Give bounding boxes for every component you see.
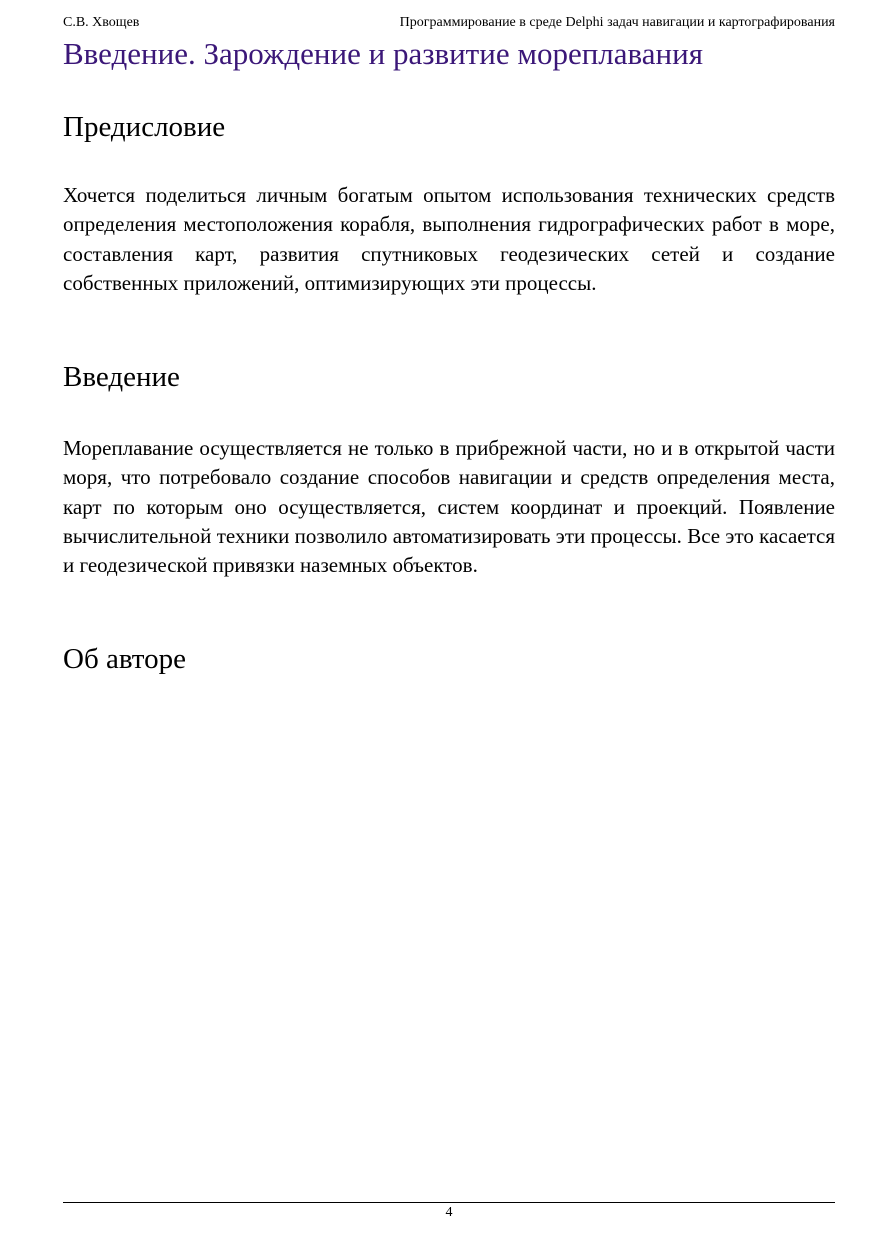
section-heading-about-author: Об авторе bbox=[63, 643, 186, 675]
header-book-title: Программирование в среде Delphi задач навигации и картографирования bbox=[399, 15, 835, 30]
preface-paragraph: Хочется поделиться личным богатым опытом использования технических средств определения местоположения корабля, выполнения гидрографических работ в море, составления карт, развития спутниковых геодезических сетей и создание собственных приложений, оптимизирующих эти процессы. bbox=[63, 183, 835, 295]
page-title: Введение. Зарождение и развитие мореплавания bbox=[63, 36, 703, 71]
header-author: С.В. Хвощев bbox=[63, 15, 140, 30]
running-header bbox=[63, 15, 835, 37]
introduction-paragraph: Мореплавание осуществляется не только в прибрежной части, но и в открытой части моря, что потребовало создание способов навигации и средств определения места, карт по которым оно осуществляется, систем координат и проекций. Появление вычислительной техники позволило автоматизировать эти процессы. Все это касается и геодезической привязки наземных объектов. bbox=[63, 436, 835, 578]
section-heading-preface: Предисловие bbox=[63, 111, 226, 143]
page-number: 4 bbox=[445, 1205, 453, 1220]
section-heading-introduction: Введение bbox=[63, 361, 180, 393]
footer-divider bbox=[63, 1202, 835, 1203]
